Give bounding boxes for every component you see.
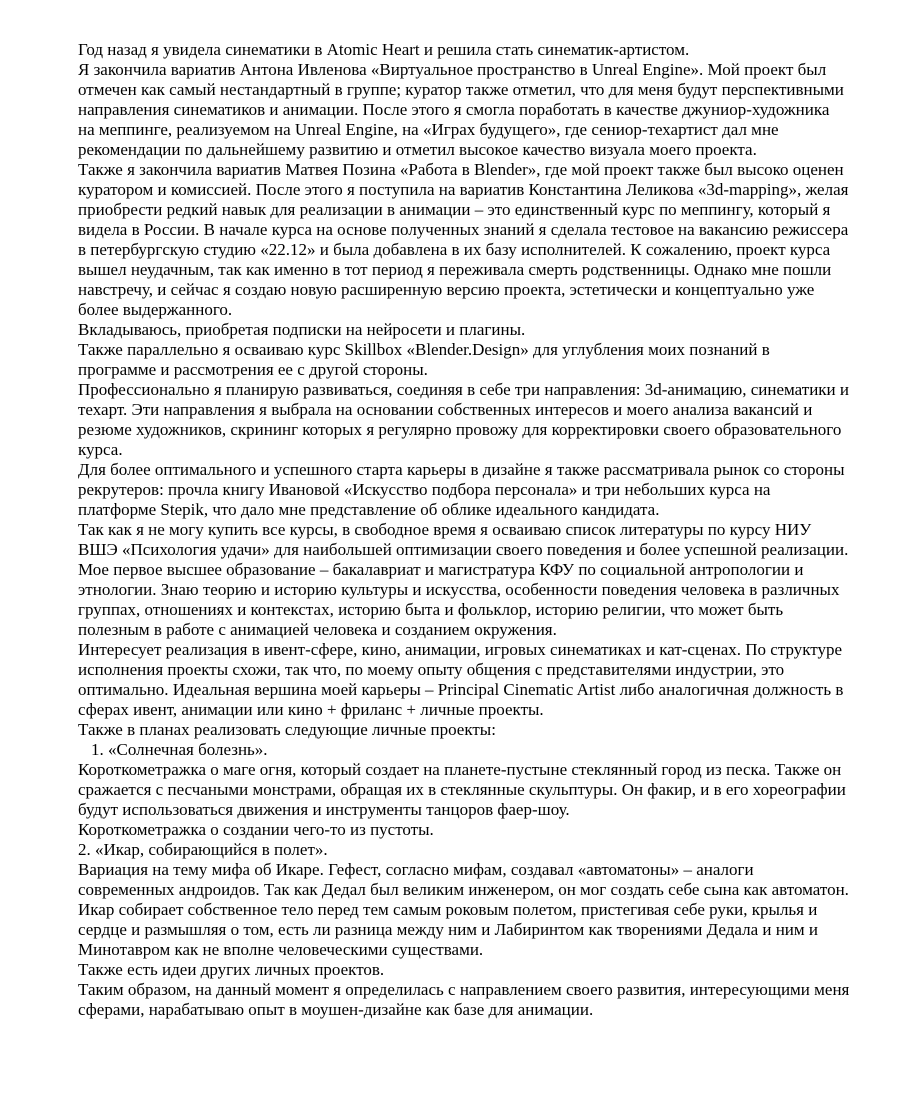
paragraph: Профессионально я планирую развиваться, соединяя в себе три направления: 3d-анимацию, синематики и техарт. Эти направления я выбрала на основании собственных интересов и моего анализа вакансий и резюме художников, скрининг которых я регулярно провожу для корректировки своего образовательного курса.	[78, 380, 850, 459]
paragraph: Также есть идеи других личных проектов.	[78, 960, 385, 979]
paragraph: Мое первое высшее образование – бакалавриат и магистратура КФУ по социальной антропологии и этнологии. Знаю теорию и историю культуры и искусства, особенности поведения человека в различных группах, отношениях и контекстах, историю быта и фольклор, историю религии, что может быть полезным в работе с анимацией человека и созданием окружения.	[78, 560, 840, 639]
paragraph: Для более оптимального и успешного старта карьеры в дизайне я также рассматривала рынок со стороны рекрутеров: прочла книгу Ивановой «Искусство подбора персонала» и три небольших курса на платформе Stepik, что дало мне представление об облике идеального кандидата.	[78, 460, 845, 519]
paragraph: Также параллельно я осваиваю курс Skillbox «Blender.Design» для углубления моих познаний в программе и рассмотрения ее с другой стороны.	[78, 340, 770, 379]
paragraph: 2. «Икар, собирающийся в полет».	[78, 840, 328, 859]
paragraph: Короткометражка о создании чего-то из пустоты.	[78, 820, 434, 839]
paragraph: Вкладываюсь, приобретая подписки на нейросети и плагины.	[78, 320, 526, 339]
paragraph: 1. «Солнечная болезнь».	[91, 740, 268, 759]
paragraph: Короткометражка о маге огня, который создает на планете-пустыне стеклянный город из песка. Также он сражается с песчаными монстрами, обращая их в стеклянные скульптуры. Он факир, и в его хореографии будут использоваться движения и инструменты танцоров фаер-шоу.	[78, 760, 846, 819]
paragraph: Таким образом, на данный момент я определилась с направлением своего развития, интересующими меня сферами, нарабатываю опыт в моушен-дизайне как базе для анимации.	[78, 980, 850, 1019]
paragraph: Я закончила вариатив Антона Ивленова «Виртуальное пространство в Unreal Engine». Мой проект был отмечен как самый нестандартный в группе; куратор также отметил, что для меня будут перспективными направления синематиков и анимации. После этого я смогла поработать в качестве джуниор-художника на меппинге, реализуемом на Unreal Engine, на «Играх будущего», где сениор-техартист дал мне рекомендации по дальнейшему развитию и отметил высокое качество визуала моего проекта.	[78, 60, 844, 159]
document-body	[78, 40, 850, 1020]
paragraph: Год назад я увидела синематики в Atomic Heart и решила стать синематик-артистом.	[78, 40, 690, 59]
paragraph: Так как я не могу купить все курсы, в свободное время я осваиваю список литературы по курсу НИУ ВШЭ «Психология удачи» для наибольшей оптимизации своего поведения и более успешной реализации.	[78, 520, 849, 559]
paragraph: Вариация на тему мифа об Икаре. Гефест, согласно мифам, создавал «автоматоны» – аналоги современных андроидов. Так как Дедал был великим инженером, он мог создать себе сына как автоматон. Икар собирает собственное тело перед тем самым роковым полетом, пристегивая себе руки, крылья и сердце и размышляя о том, есть ли разница между ним и Лабиринтом как творениями Дедала и ним и Минотавром как не вполне человеческими существами.	[78, 860, 849, 959]
paragraph: Также в планах реализовать следующие личные проекты:	[78, 720, 496, 739]
paragraph: Также я закончила вариатив Матвея Позина «Работа в Blender», где мой проект также был высоко оценен куратором и комиссией. После этого я поступила на вариатив Константина Леликова «3d-mapping», желая приобрести редкий навык для реализации в анимации – это единственный курс по меппингу, который я видела в России. В начале курса на основе полученных знаний я сделала тестовое на вакансию режиссера в петербургскую студию «22.12» и была добавлена в их базу исполнителей. К сожалению, проект курса вышел неудачным, так как именно в тот период я переживала смерть родственницы. Однако мне пошли навстречу, и сейчас я создаю новую расширенную версию проекта, эстетически и концептуально уже более выдержанного.	[78, 160, 849, 319]
paragraph: Интересует реализация в ивент-сфере, кино, анимации, игровых синематиках и кат-сценах. По структуре исполнения проекты схожи, так что, по моему опыту общения с представителями индустрии, это оптимально. Идеальная вершина моей карьеры – Principal Cinematic Artist либо аналогичная должность в сферах ивент, анимации или кино + фриланс + личные проекты.	[78, 640, 844, 719]
